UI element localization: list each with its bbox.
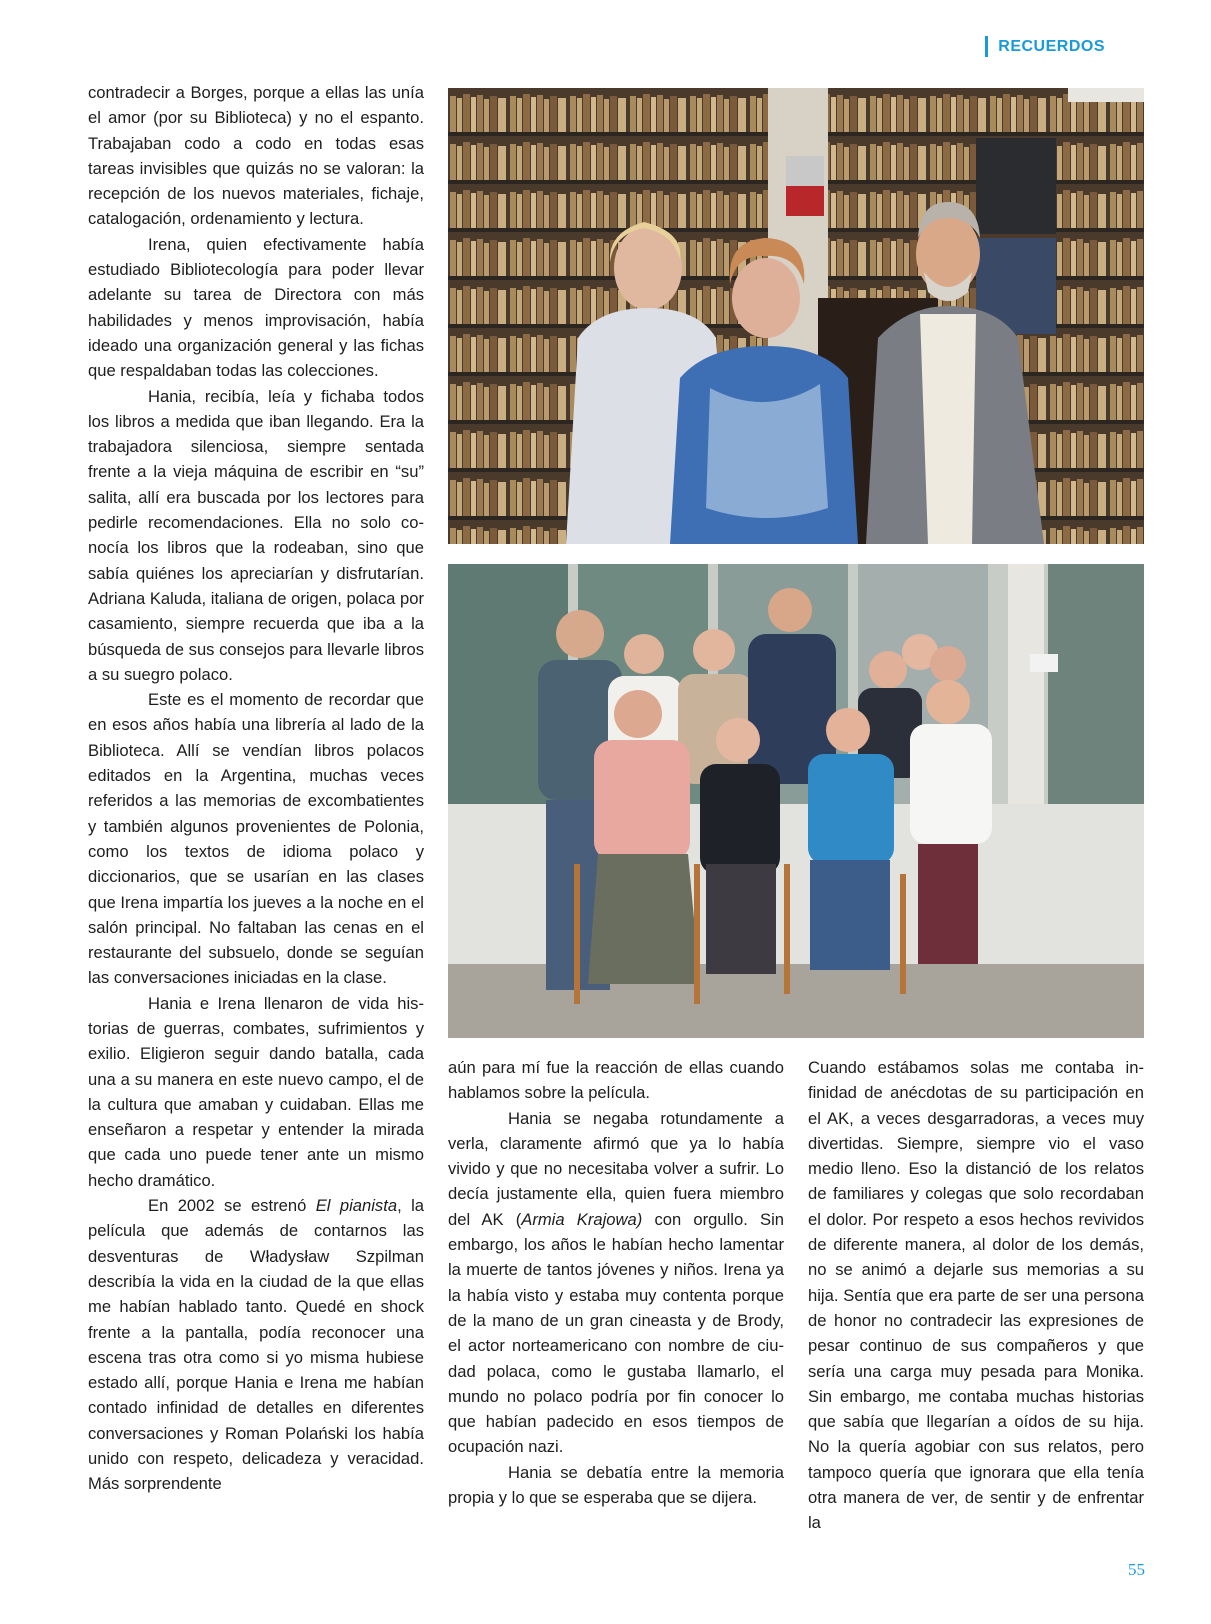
section-header <box>985 36 1105 57</box>
text-column-1 <box>88 80 424 1497</box>
paragraph: Irena, quien efectivamente había estudiado Bibliotecología para poder llevar adelante su tarea de Directora con más habilidades y menos improvisación, había ideado una organización general y las fichas que respaldaban todas las colecciones. <box>88 234 424 381</box>
paragraph: Cuando estábamos solas me contaba infinidad de anécdotas de su participación en el AK, a veces desgarradoras, a veces muy divertidas. Siempre, siempre vio el vaso medio lleno. Eso la distanció de los relatos de familiares y colegas que solo recordaban el dolor. Por respeto a esos hechos revividos de diferente manera, al dolor de los demás, no se animó a dejarle sus memorias a su hija. Sentía que era parte de ser una persona de honor no contradecir las expresiones de pesar continuo de sus compañeros y que sería una carga muy pesada para Monika. Sin embargo, me contaba muchas historias que sabía que llegarían a oídos de su hija. No la quería agobiar con sus relatos, pero tampoco quería que ignorara que ella tenía otra manera de ver, de sentir y de enfrentar la <box>808 1058 1144 1533</box>
group-photo-illustration <box>448 564 1144 1038</box>
paragraph: Hania se debatía entre la memoria propia y lo que se esperaba que se dijera. <box>448 1462 784 1508</box>
library-photo <box>448 88 1144 544</box>
section-accent-bar <box>985 36 988 57</box>
text-column-3 <box>808 1055 1144 1536</box>
page-number: 55 <box>1128 1560 1145 1579</box>
text-column-2 <box>448 1055 784 1510</box>
text-run: con orgullo. Sin embargo, los años le habían hecho lamentar la muerte de tantos jóvenes y niños. Irena ya la había visto y estaba muy contenta porque de la mano de un gran cineasta y de Brody, el actor norteamericano con nombre de ciudad polaca, como le gustaba llamarlo, el mundo no polaco podría por fin conocer lo que habían padecido en esos tiempos de ocupación nazi. <box>448 1209 784 1457</box>
section-title: RECUERDOS <box>998 37 1105 55</box>
paragraph <box>448 1106 784 1460</box>
text-run: En 2002 se estrenó <box>148 1196 316 1216</box>
text-run: Hania se negaba rotundamente a verla, claramente afirmó que ya lo había vivido y que no necesitaba volver a sufrir. Lo decía justamente ella, quien fuera miembro del AK ( <box>448 1108 784 1229</box>
paragraph: contradecir a Borges, porque a ellas las unía el amor (por su Biblioteca) y no el espanto. Trabajaban codo a codo en todas esas tareas invisibles que quizás no se valoran: la recepción de los nuevos materiales, fichaje, catalogación, ordenamiento y lectura. <box>88 83 424 229</box>
film-title: El pianista <box>315 1196 398 1216</box>
organization-name: Armia Krajowa) <box>521 1209 643 1229</box>
paragraph: Hania, recibía, leía y fichaba todos los libros a medida que iban llegando. Era la trabajadora silenciosa, siempre sentada frente a la vieja máquina de escribir en “su” salita, allí era buscada por los lectores para pedirle recomendaciones. Ella no solo conocía los libros que la rodeaban, sino que sabía quiénes los apreciarían y disfrutarían. Adriana Kaluda, italiana de origen, polaca por casamiento, siempre recuerda que iba a la búsqueda de sus consejos para llevarle libros a su suegro polaco. <box>88 386 424 684</box>
paragraph: Este es el momento de recordar que en esos años había una librería al lado de la Biblioteca. Allí se vendían libros polacos editados en la Argentina, muchas veces referidos a las memorias de excombatientes y también algunos provenientes de Polonia, como los textos de idioma polaco y diccionarios, que se usarían en las clases que Irena impartía los jueves a la noche en el salón principal. No faltaban las cenas en el restaurante del subsuelo, donde se seguían las conversaciones iniciadas en la clase. <box>88 690 424 988</box>
paragraph <box>88 1193 424 1497</box>
paragraph: aún para mí fue la reacción de ellas cuando hablamos sobre la película. <box>448 1058 784 1103</box>
paragraph: Hania e Irena llenaron de vida historias de guerras, combates, sufrimientos y exilio. Eligieron seguir dando batalla, cada una a su manera en este nuevo campo, el de la cultura que amaban y cuidaban. Ellas me enseñaron a respetar y entender la mirada que cada uno puede tener ante un mismo hecho dramático. <box>88 993 424 1190</box>
text-run: , la película que además de contarnos las desventuras de Władysław Szpilman describía la vida en la ciudad de la que ellas me habían hablado tanto. Quedé en shock frente a la pantalla, podía reconocer una escena tras otra como si yo misma hubiese estado allí, porque Hania e Irena me habían contado infinidad de detalles en diferentes conversaciones y Roman Polański los había unido con respeto, delicadeza y veracidad. Más sorprendente <box>88 1196 424 1494</box>
library-photo-illustration <box>448 88 1144 544</box>
group-photo <box>448 564 1144 1038</box>
